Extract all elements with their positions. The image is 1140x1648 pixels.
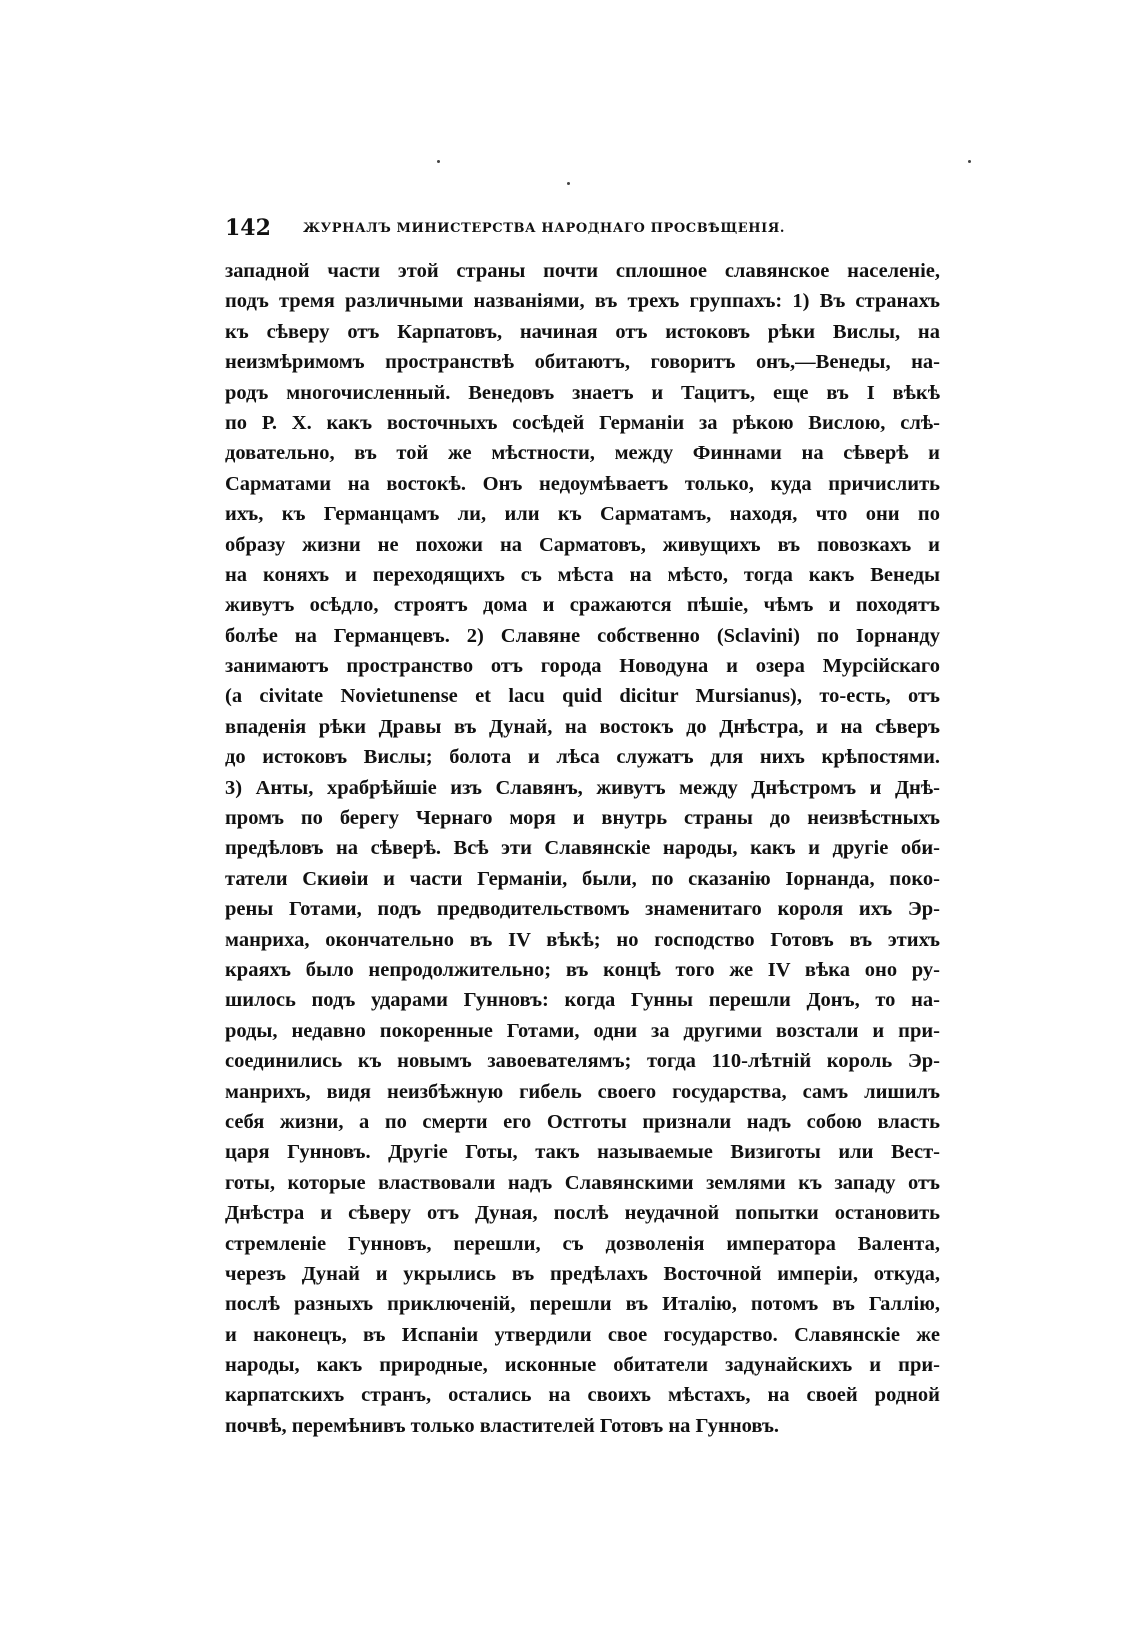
text-line: краяхъ было непродолжительно; въ концѣ того же IV вѣка оно ру- (225, 958, 940, 981)
text-line: манриха, окончательно въ IV вѣкѣ; но господство Готовъ въ этихъ (225, 928, 940, 951)
text-line: стремленіе Гунновъ, перешли, съ дозволенія императора Валента, (225, 1232, 940, 1255)
text-line: Днѣстра и сѣверу отъ Дуная, послѣ неудачной попытки остановить (225, 1202, 940, 1225)
text-line: занимаютъ пространство отъ города Новодуна и озера Мурсійскаго (225, 655, 940, 678)
text-line: промъ по берегу Чернаго моря и внутрь страны до неизвѣстныхъ (225, 807, 940, 830)
text-line: манрихъ, видя неизбѣжную гибель своего государства, самъ лишилъ (225, 1080, 940, 1103)
print-speck (437, 160, 440, 163)
text-line: ихъ, къ Германцамъ ли, или къ Сарматамъ, находя, что они по (225, 503, 940, 526)
text-line: соединились къ новымъ завоевателямъ; тогда 110-лѣтній король Эр- (225, 1050, 940, 1073)
text-line: довательно, въ той же мѣстности, между Финнами на сѣверѣ и (225, 442, 940, 465)
text-line: къ сѣверу отъ Карпатовъ, начиная отъ истоковъ рѣки Вислы, на (225, 320, 940, 343)
text-line: рены Готами, подъ предводительствомъ знаменитаго короля ихъ Эр- (225, 898, 940, 921)
text-line: предѣловъ на сѣверѣ. Всѣ эти Славянскіе народы, какъ и другіе оби- (225, 837, 940, 860)
text-line: на коняхъ и переходящихъ съ мѣста на мѣсто, тогда какъ Венеды (225, 563, 940, 586)
text-line: до истоковъ Вислы; болота и лѣса служатъ для нихъ крѣпостями. (225, 746, 940, 769)
text-line: впаденія рѣки Дравы въ Дунай, на востокъ до Днѣстра, и на сѣверъ (225, 715, 940, 738)
text-line: татели Скиѳіи и части Германіи, были, по сказанію Іорнанда, поко- (225, 867, 940, 890)
text-line: западной части этой страны почти сплошное славянское населеніе, (225, 260, 940, 282)
text-line: народы, какъ природные, исконные обитатели задунайскихъ и при- (225, 1354, 940, 1377)
text-line: родъ многочисленный. Венедовъ знаетъ и Тацитъ, еще въ I вѣкѣ (225, 381, 940, 404)
text-line: неизмѣримомъ пространствѣ обитаютъ, говоритъ онъ,—Венеды, на- (225, 351, 940, 374)
text-line: послѣ разныхъ приключеній, перешли въ Италію, потомъ въ Галлію, (225, 1293, 940, 1316)
print-speck (968, 160, 971, 163)
text-line: и наконецъ, въ Испаніи утвердили свое государство. Славянскіе же (225, 1323, 940, 1346)
journal-title: ЖУРНАЛЪ МИНИСТЕРСТВА НАРОДНАГО ПРОСВѢЩЕНІЯ. (303, 221, 786, 236)
text-line: себя жизни, а по смерти его Остготы признали надъ собою власть (225, 1110, 940, 1133)
text-line: царя Гунновъ. Другіе Готы, такъ называемые Визиготы или Вест- (225, 1141, 940, 1164)
text-line: готы, которые властвовали надъ Славянскими землями къ западу отъ (225, 1171, 940, 1194)
running-head (225, 213, 945, 243)
text-line: по Р. Х. какъ восточныхъ сосѣдей Германіи за рѣкою Вислою, слѣ- (225, 411, 940, 434)
text-line: почвѣ, перемѣнивъ только властителей Готовъ на Гунновъ. (225, 1414, 780, 1437)
text-line: подъ тремя различными названіями, въ трехъ группахъ: 1) Въ странахъ (225, 290, 940, 313)
text-line: Сарматами на востокѣ. Онъ недоумѣваетъ только, куда причислить (225, 472, 940, 495)
text-line: 3) Анты, храбрѣйшіе изъ Славянъ, живутъ между Днѣстромъ и Днѣ- (225, 776, 940, 799)
text-line: черезъ Дунай и укрылись въ предѣлахъ Восточной имперіи, откуда, (225, 1262, 940, 1285)
text-line: (a civitate Novietunense et lacu quid dicitur Mursianus), то-есть, отъ (225, 685, 940, 708)
text-line: образу жизни не похожи на Сарматовъ, живущихъ въ повозкахъ и (225, 533, 940, 556)
text-line: карпатскихъ странъ, остались на своихъ мѣстахъ, на своей родной (225, 1384, 940, 1407)
body-text (225, 256, 940, 1441)
text-line: живутъ осѣдло, строятъ дома и сражаются пѣшіе, чѣмъ и походятъ (225, 594, 940, 617)
print-speck (567, 182, 570, 185)
text-line: болѣе на Германцевъ. 2) Славяне собственно (Sclavini) по Іорнанду (225, 624, 940, 647)
text-line: шилось подъ ударами Гунновъ: когда Гунны перешли Донъ, то на- (225, 989, 940, 1012)
text-line: роды, недавно покоренные Готами, одни за другими возстали и при- (225, 1019, 940, 1042)
page-number: 142 (225, 215, 271, 241)
